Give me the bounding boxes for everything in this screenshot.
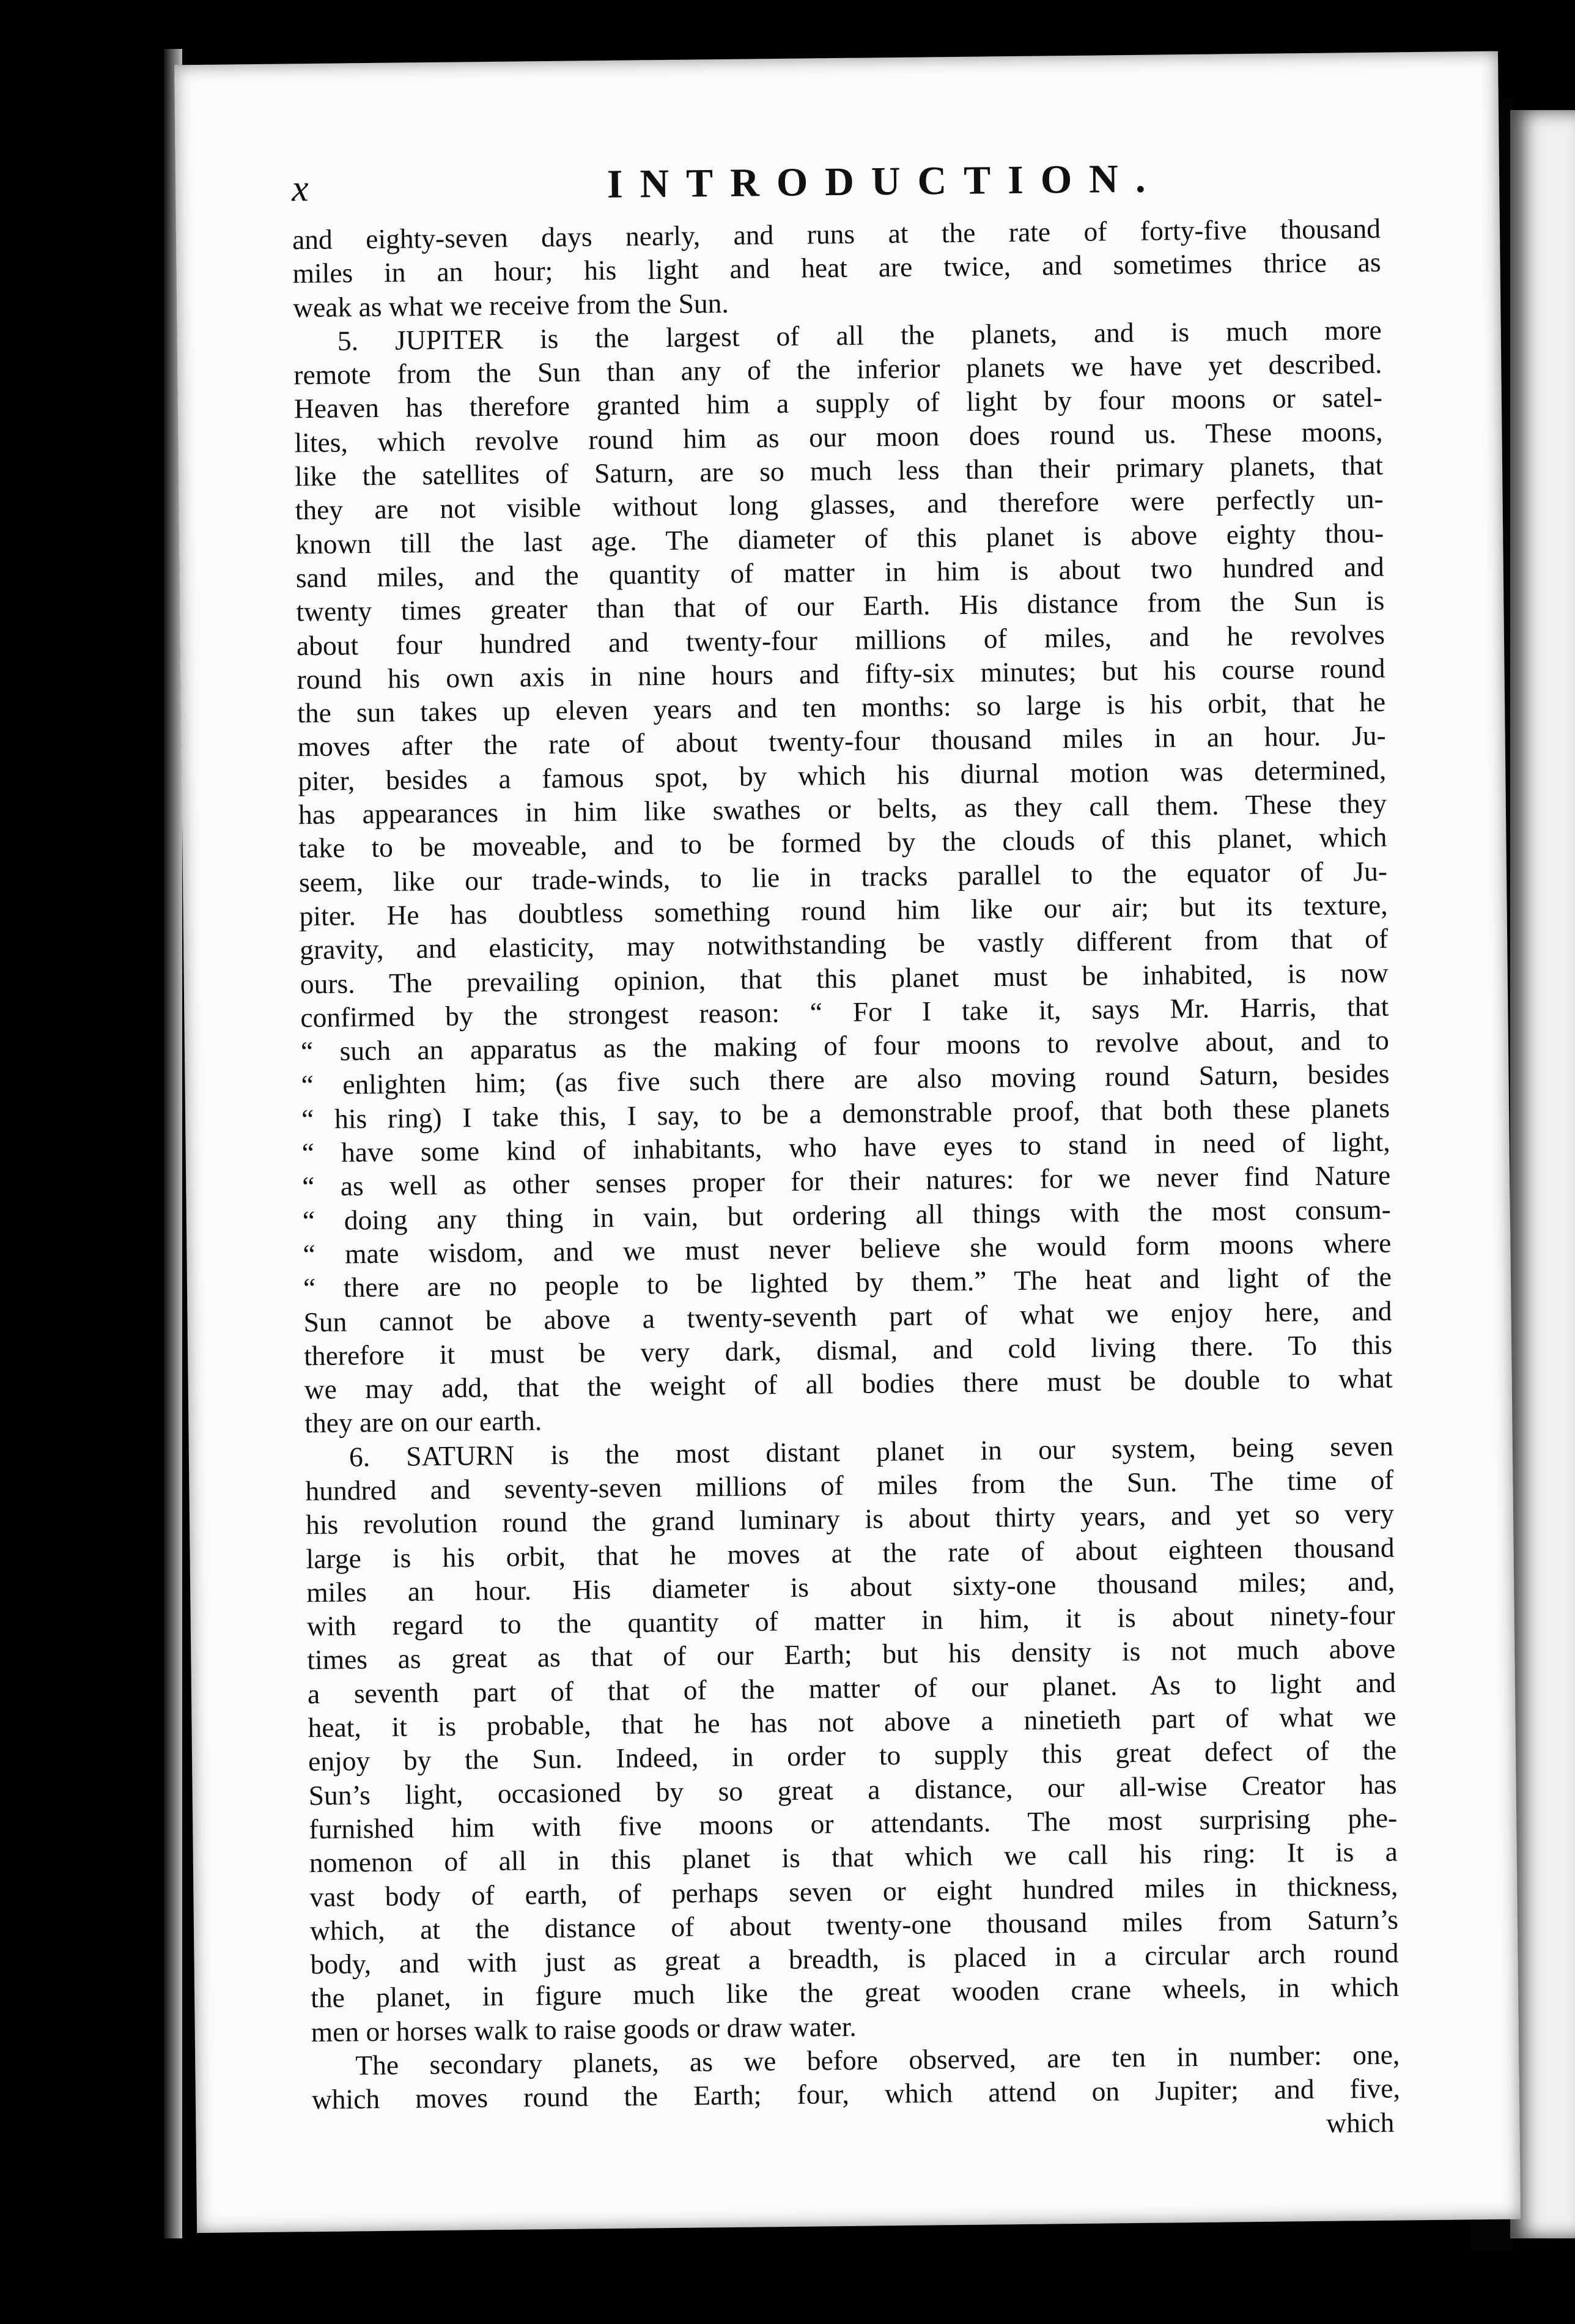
text-line: which, at the distance of about twenty-one thousand miles from Saturn’s	[309, 1903, 1399, 1947]
text-line: 6. SATURN is the most distant planet in our system, being seven	[349, 1430, 1394, 1473]
text-line: men or horses walk to raise goods or draw water.	[311, 2010, 857, 2048]
text-line: “ doing any thing in vain, but ordering all things with the most consum-	[302, 1193, 1392, 1236]
text-line: his revolution round the grand luminary is about thirty years, and yet so very	[305, 1497, 1395, 1541]
text-line: large is his orbit, that he moves at the rate of about eighteen thousand	[306, 1531, 1395, 1574]
text-line: a seventh part of that of the matter of our planet. As to light and	[307, 1667, 1396, 1709]
text-line: has appearances in him like swathes or belts, as they call them. These they	[298, 787, 1387, 831]
running-title: INTRODUCTION.	[607, 156, 1163, 207]
text-line: moves after the rate of about twenty-four thousand miles in an hour. Ju-	[297, 720, 1386, 763]
page-content	[292, 154, 1401, 2150]
text-line: sand miles, and the quantity of matter in him is about two hundred and	[295, 550, 1385, 594]
text-line: ours. The prevailing opinion, that this planet must be inhabited, is now	[300, 957, 1389, 999]
text-line: and eighty-seven days nearly, and runs at the rate of forty-five thousand	[292, 212, 1381, 256]
text-line: remote from the Sun than any of the inferior planets we have yet described.	[293, 347, 1382, 391]
text-line: “ as well as other senses proper for their natures: for we never find Nature	[302, 1159, 1391, 1202]
text-line: furnished him with five moons or attendants. The most surprising phe-	[309, 1802, 1398, 1845]
text-line: like the satellites of Saturn, are so much less than their primary planets, that	[294, 449, 1384, 492]
text-line: “ his ring) I take this, I say, to be a demonstrable proof, that both these planets	[301, 1092, 1390, 1134]
text-line: known till the last age. The diameter of this planet is above eighty thou-	[295, 517, 1384, 560]
text-line: vast body of earth, of perhaps seven or eight hundred miles in thickness,	[309, 1870, 1398, 1912]
text-line: take to be moveable, and to be formed by the clouds of this planet, which	[298, 821, 1387, 864]
text-line: The secondary planets, as we before observed, are ten in number: one,	[355, 2038, 1400, 2081]
text-line: hundred and seventy-seven millions of miles from the Sun. The time of	[305, 1464, 1394, 1507]
text-line: lites, which revolve round him as our moon does round us. These moons,	[294, 415, 1383, 459]
text-line: heat, it is probable, that he has not above a ninetieth part of what we	[308, 1700, 1396, 1744]
text-line: “ enlighten him; (as five such there are also moving round Saturn, besides	[301, 1058, 1390, 1101]
text-line: 5. JUPITER is the largest of all the planets, and is much more	[337, 314, 1382, 357]
text-line: weak as what we receive from the Sun.	[292, 287, 729, 323]
text-line: twenty times greater than that of our Earth. His distance from the Sun is	[296, 584, 1385, 627]
facing-page-edge	[1510, 110, 1575, 2238]
text-line: therefore it must be very dark, dismal, and cold living there. To this	[303, 1328, 1393, 1372]
text-line: miles an hour. His diameter is about sixty-one thousand miles; and,	[306, 1565, 1395, 1608]
text-line: Heaven has therefore granted him a supply of light by four moons or satel-	[293, 382, 1383, 424]
text-line: “ such an apparatus as the making of four moons to revolve about, and to	[300, 1024, 1390, 1067]
text-line: piter, besides a famous spot, by which his diurnal motion was determined,	[298, 753, 1387, 797]
text-line: miles in an hour; his light and heat are twice, and sometimes thrice as	[292, 246, 1381, 289]
catchword: which	[1326, 2106, 1395, 2139]
text-line: piter. He has doubtless something round him like our air; but its texture,	[299, 889, 1388, 932]
text-line: seem, like our trade-winds, to lie in tracks parallel to the equator of Ju-	[298, 855, 1388, 898]
text-line: about four hundred and twenty-four millions of miles, and he revolves	[296, 618, 1385, 661]
page-number: x	[291, 168, 309, 210]
text-line: Sun’s light, occasioned by so great a distance, our all-wise Creator has	[308, 1768, 1397, 1811]
text-line: body, and with just as great a breadth, is placed in a circular arch round	[310, 1937, 1399, 1980]
paragraph-jupiter	[293, 313, 1393, 1440]
text-line: nomenon of all in this planet is that which we call his ring: It is a	[309, 1835, 1398, 1879]
text-line: they are on our earth.	[304, 1405, 542, 1439]
text-line: “ have some kind of inhabitants, who have eyes to stand in need of light,	[301, 1125, 1390, 1169]
text-line: with regard to the quantity of matter in him, it is about ninety-four	[306, 1599, 1395, 1642]
text-line: the planet, in figure much like the great wooden crane wheels, in which	[310, 1971, 1400, 2014]
text-line: we may add, that the weight of all bodies there must be double to what	[304, 1362, 1393, 1405]
text-line: times as great as that of our Earth; but his density is not much above	[307, 1633, 1396, 1676]
paragraph-secondary-planets	[311, 2038, 1400, 2117]
text-line: “ there are no people to be lighted by them.” The heat and light of the	[303, 1260, 1392, 1304]
book-page	[174, 51, 1521, 2233]
text-line: they are not visible without long glasses, and therefore were perfectly un-	[295, 483, 1384, 526]
text-line: Sun cannot be above a twenty-seventh part of what we enjoy here, and	[303, 1295, 1392, 1338]
text-line: “ mate wisdom, and we must never believe she would form moons where	[303, 1227, 1392, 1270]
paragraph-earth-end	[292, 212, 1382, 325]
text-line: round his own axis in nine hours and fifty-six minutes; but his course round	[297, 652, 1385, 695]
text-line: confirmed by the strongest reason: “ For I take it, says Mr. Harris, that	[300, 990, 1389, 1034]
text-line: enjoy by the Sun. Indeed, in order to supply this great defect of the	[308, 1734, 1397, 1777]
page-header	[292, 154, 1381, 223]
text-line: which moves round the Earth; four, which attend on Jupiter; and five,	[311, 2072, 1401, 2115]
text-line: the sun takes up eleven years and ten months: so large is his orbit, that he	[297, 686, 1386, 729]
paragraph-saturn	[305, 1429, 1400, 2049]
text-line: gravity, and elasticity, may notwithstanding be vastly different from that of	[299, 922, 1389, 966]
